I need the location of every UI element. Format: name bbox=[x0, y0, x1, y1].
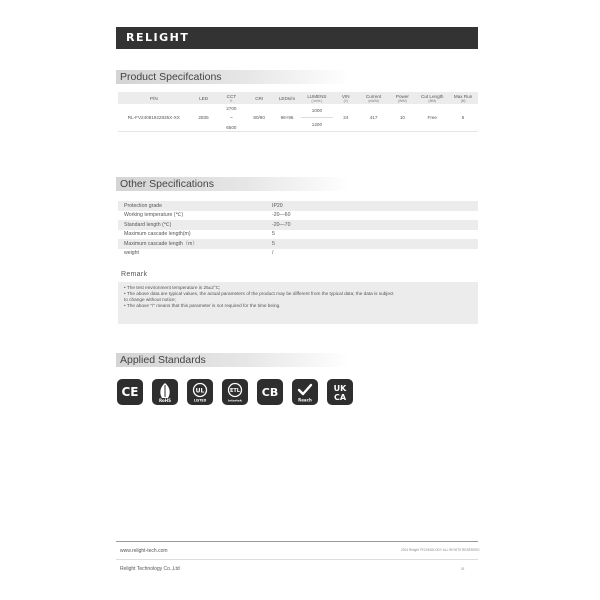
page-header bbox=[116, 27, 478, 49]
col-header: Cut Length (MM) bbox=[416, 92, 448, 104]
max-run-cell: 5 bbox=[448, 104, 478, 132]
applied-standards-title: Applied Standards bbox=[116, 353, 350, 367]
svg-text:CA: CA bbox=[333, 393, 347, 402]
current-cell: 417 bbox=[359, 104, 389, 132]
svg-text:Intertek: Intertek bbox=[228, 398, 242, 403]
ul-listed-icon bbox=[187, 379, 213, 405]
col-header: LED bbox=[190, 92, 218, 104]
footer-website-link[interactable]: www.relight-tech.com bbox=[120, 548, 168, 554]
other-specs-table bbox=[118, 201, 478, 258]
standards-badges bbox=[117, 379, 353, 405]
remark-line: • The test environment temperature is 25±2°C; bbox=[124, 285, 221, 290]
led-cell: 2835 bbox=[190, 104, 218, 132]
col-header: LEDs/m bbox=[273, 92, 301, 104]
table-row bbox=[118, 104, 478, 132]
col-header: CRI bbox=[245, 92, 273, 104]
lumens-cell: 1000 1200 bbox=[301, 104, 333, 132]
remark-line: to change without notice; bbox=[124, 297, 176, 302]
brand-logo: RELIGHT bbox=[126, 31, 190, 44]
remark-title: Remark bbox=[121, 271, 148, 278]
etl-icon bbox=[222, 379, 248, 405]
ukca-icon bbox=[327, 379, 353, 405]
svg-text:Reach: Reach bbox=[298, 397, 312, 403]
cut-length-cell: Free bbox=[416, 104, 448, 132]
vin-cell: 24 bbox=[333, 104, 359, 132]
footer-divider bbox=[116, 541, 478, 542]
ce-mark-icon: CE bbox=[117, 379, 143, 405]
reach-icon bbox=[292, 379, 318, 405]
cct-cell: 2700 ~ 6500 bbox=[217, 104, 245, 132]
remark-box bbox=[118, 282, 478, 324]
power-cell: 10 bbox=[389, 104, 417, 132]
table-row: Protection grade IP20 bbox=[118, 201, 478, 211]
col-header: Current (mA/M) bbox=[359, 92, 389, 104]
col-header: LUMENS ( lm/m ) bbox=[301, 92, 333, 104]
svg-text:UK: UK bbox=[333, 384, 347, 393]
svg-text:RoHS: RoHS bbox=[158, 398, 172, 403]
page-number: 01 bbox=[461, 567, 465, 571]
svg-text:ETL: ETL bbox=[229, 388, 241, 394]
col-header: Max Run (M) bbox=[448, 92, 478, 104]
table-header-row bbox=[118, 92, 478, 104]
product-specs-table bbox=[118, 92, 478, 132]
cri-cell: 80/90 bbox=[245, 104, 273, 132]
table-row: Maximum cascade length(m) 5 bbox=[124, 231, 275, 238]
table-row: Maximum cascade length（m） 5 bbox=[118, 239, 478, 249]
svg-text:LISTED: LISTED bbox=[193, 398, 207, 403]
rohs-icon bbox=[152, 379, 178, 405]
table-row: Standard length (℃) -20—70 bbox=[118, 220, 478, 230]
table-row: Working temperature (℃) -20—60 bbox=[124, 212, 291, 219]
product-specs-title: Product Specifcations bbox=[116, 70, 350, 84]
col-header: CCT K bbox=[217, 92, 245, 104]
pn-cell: RL-FV24081922835X-XX bbox=[118, 104, 190, 132]
footer-divider-2 bbox=[116, 559, 478, 560]
other-specs-title: Other Specifications bbox=[116, 177, 350, 191]
col-header: P/N bbox=[118, 92, 190, 104]
footer-company: Relight Technology Co.,Ltd bbox=[120, 566, 180, 572]
col-header: Power (W/M) bbox=[389, 92, 417, 104]
svg-text:UL: UL bbox=[195, 387, 205, 395]
leds-per-m-cell: 96×96 bbox=[273, 104, 301, 132]
remark-line: • The above "/" means that this parameter is not required for the time being. bbox=[124, 303, 281, 308]
table-row: weight / bbox=[124, 250, 274, 257]
col-header: VIN (V) bbox=[333, 92, 359, 104]
cb-icon: CB bbox=[257, 379, 283, 405]
footer-copyright: 2024 Relight TECHNOLOGY ALL RIGHTS RESERVED bbox=[401, 548, 480, 552]
remark-line: • The above data are typical values, the actual parameters of the product may be different from the typical data; the data is subject bbox=[124, 291, 394, 296]
